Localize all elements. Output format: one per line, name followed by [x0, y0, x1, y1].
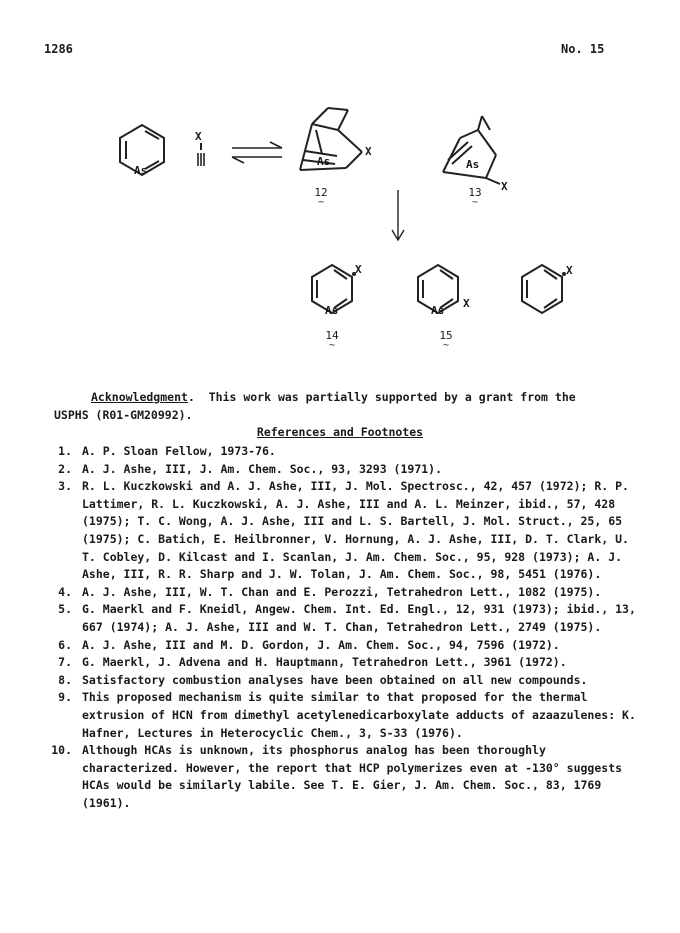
reference-number: 8. — [58, 672, 72, 687]
reference-text: A. J. Ashe, III, W. T. Chan and E. Perozzi, Tetrahedron Lett., 1082 (1975). — [82, 584, 602, 599]
reference-number: 10. — [51, 743, 72, 758]
substituent-label: X — [501, 180, 508, 193]
substituent-label: X — [355, 263, 362, 276]
reference-text: Although HCAs is unknown, its phosphorus analog has been thoroughly characterized. However, the report that HCP polymerizes even at -130° suggests HCAs would be similarly labile. See T. E. Gier, J. Am. Chem. Soc., 83, 1769 (1961). — [82, 743, 623, 810]
reference-item — [44, 478, 644, 584]
reference-text: G. Maerkl and F. Kneidl, Angew. Chem. Int. Ed. Engl., 12, 931 (1973); ibid., 13, 667 (1974); A. J. Ashe, III and W. T. Chan, Tetrahedron Lett., 2749 (1975). — [82, 602, 636, 634]
compound-label: 15 ~ — [439, 329, 453, 351]
reference-item — [44, 689, 644, 742]
compound-number: 13 — [468, 186, 482, 199]
reference-number: 1. — [58, 444, 72, 458]
compound-number: 12 — [314, 186, 328, 199]
reference-text: A. J. Ashe, III and M. D. Gordon, J. Am. Chem. Soc., 94, 7596 (1972). — [82, 637, 560, 652]
substituent-label: X — [195, 130, 202, 143]
arsenic-label: As — [325, 304, 339, 317]
reference-number: 7. — [58, 655, 72, 670]
compound-label: 13 ~ — [468, 186, 482, 208]
reference-item — [44, 601, 644, 636]
reference-number: 6. — [58, 637, 72, 652]
reference-item — [44, 637, 644, 655]
equilibrium-arrows — [232, 142, 282, 163]
reference-text: R. L. Kuczkowski and A. J. Ashe, III, J. Mol. Spectrosc., 42, 457 (1972); R. P. Lattimer, R. L. Kuczkowski, A. J. Ashe, III and A. L. Meinzer, ibid., 57, 428 (1975); T. C. Wong, A. J. Ashe, III and L. S. Bartell, J. Mol. Struct., 25, 65 (1975); C. Batich, E. Heilbronner, V. Hornung, A. J. Ashe, III, D. T. Clark, U. T. Cobley, D. Kilcast and I. Scanlan, J. Am. Chem. Soc., 95, 928 (1973); A. J. Ashe, III, R. R. Sharp and J. W. Tolan, J. Am. Chem. Soc., 98, 5451 (1976). — [82, 479, 629, 582]
reaction-scheme — [0, 0, 680, 370]
arsenic-label: As — [466, 158, 480, 171]
references-list — [44, 443, 644, 812]
compound-12-structure — [300, 108, 362, 170]
aryl-structure — [522, 265, 566, 313]
reference-item — [44, 461, 644, 479]
arsenic-label: As — [134, 164, 148, 177]
reference-item — [44, 443, 644, 461]
page-number: 1286 — [44, 42, 73, 56]
compound-number: 15 — [439, 329, 453, 342]
reference-item — [44, 584, 644, 602]
reaction-arrow-down — [392, 190, 404, 240]
reference-text: A. P. Sloan Fellow, 1973-76. — [82, 444, 276, 458]
reference-text: G. Maerkl, J. Advena and H. Hauptmann, Tetrahedron Lett., 3961 (1972). — [82, 655, 567, 670]
reference-number: 3. — [58, 479, 72, 494]
acetylene-fragment — [198, 143, 204, 166]
reference-text: This proposed mechanism is quite similar to that proposed for the thermal extrusion of HCN from dimethyl acetylenedicarboxylate adducts of azaazulenes: K. Hafner, Lectures in Heterocyclic Chem., 3, S-33 (1976). — [82, 690, 636, 740]
issue-number: No. 15 — [561, 42, 605, 56]
references-heading: References and Footnotes — [256, 425, 424, 439]
reference-text: Satisfactory combustion analyses have been obtained on all new compounds. — [82, 672, 588, 687]
compound-number: 14 — [325, 329, 339, 342]
reference-item — [44, 654, 644, 672]
acknowledgment-text: This work was partially supported by a grant from the — [208, 390, 576, 404]
acknowledgment-paragraph: Acknowledgment. This work was partially supported by a grant from the USPHS (R01-GM20992). — [56, 389, 636, 424]
arsenic-label: As — [317, 155, 331, 168]
reference-item — [44, 742, 644, 812]
substituent-label: X — [463, 297, 470, 310]
reference-number: 2. — [58, 461, 72, 476]
compound-13-structure — [443, 116, 500, 184]
acknowledgment-heading: Acknowledgment — [91, 390, 188, 404]
reference-text: A. J. Ashe, III, J. Am. Chem. Soc., 93, 3293 (1971). — [82, 461, 443, 476]
reference-number: 9. — [58, 690, 72, 705]
compound-label: 14 ~ — [325, 329, 339, 351]
substituent-label: X — [365, 145, 372, 158]
substituent-label: X — [566, 264, 573, 277]
reference-number: 4. — [58, 584, 72, 599]
reference-item — [44, 672, 644, 690]
reference-number: 5. — [58, 602, 72, 617]
compound-label: 12 ~ — [314, 186, 328, 208]
arsenic-label: As — [431, 304, 445, 317]
acknowledgment-text: USPHS (R01-GM20992). — [54, 407, 193, 422]
